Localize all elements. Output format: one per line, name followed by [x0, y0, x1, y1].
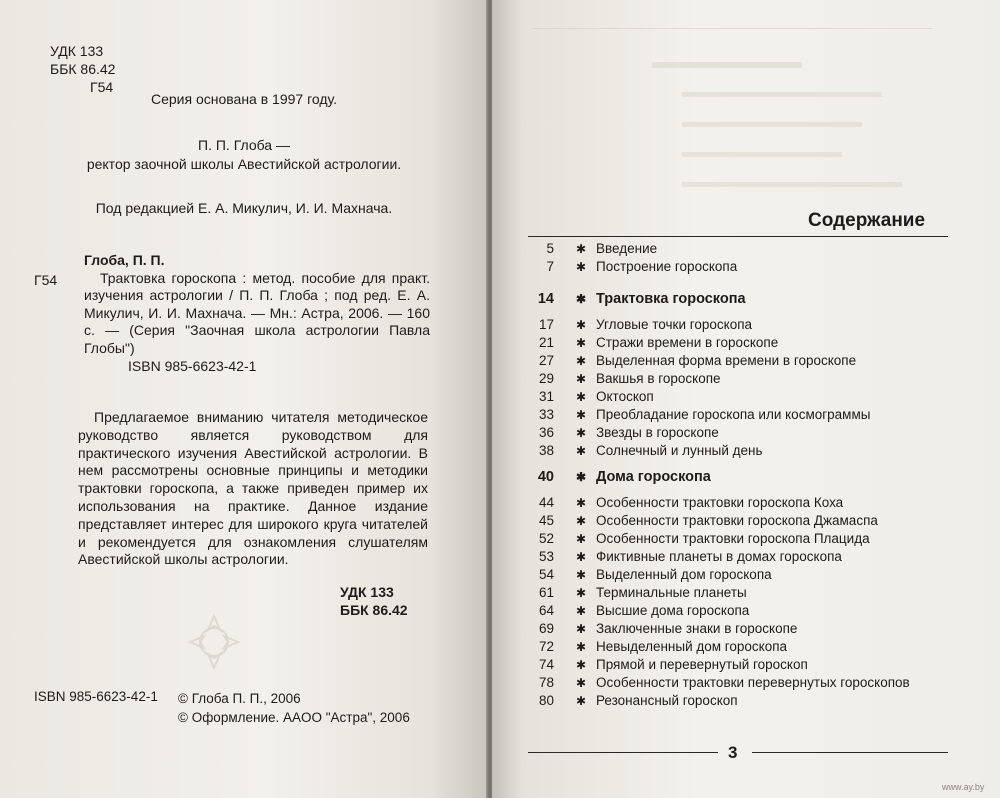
toc-page-number: 27	[538, 353, 554, 368]
toc-entry-title: Октоскоп	[596, 389, 654, 404]
toc-page-number: 61	[538, 585, 554, 600]
asterisk-icon: ✱	[575, 550, 587, 564]
classification-block	[50, 42, 115, 96]
asterisk-icon: ✱	[575, 694, 587, 708]
ghost-line	[682, 122, 862, 127]
toc-page-number: 21	[538, 335, 554, 350]
toc-entry-title: Выделенная форма времени в гороскопе	[596, 353, 857, 368]
copyright-author: © Глоба П. П., 2006	[178, 691, 301, 706]
udk-code: УДК 133	[50, 43, 104, 59]
toc-entry-title: Особенности трактовки перевернутых гороскопов	[596, 675, 910, 690]
toc-entry-title: Заключенные знаки в гороскопе	[596, 621, 798, 636]
toc-entry-title: Фиктивные планеты в домах гороскопа	[596, 549, 842, 564]
author-line-1: П. П. Глоба —	[198, 137, 290, 153]
toc-entry-title: Угловые точки гороскопа	[596, 317, 753, 332]
udk-bottom: УДК 133	[340, 584, 394, 600]
toc-page-number: 52	[538, 531, 554, 546]
toc-entry-title: Невыделенный дом гороскопа	[596, 639, 788, 654]
ghost-line	[682, 92, 882, 97]
toc-page-number: 14	[537, 291, 554, 307]
asterisk-icon: ✱	[575, 514, 587, 528]
toc-entry-title: Солнечный и лунный день	[596, 443, 763, 458]
asterisk-icon: ✱	[575, 586, 587, 600]
margin-index: Г54	[34, 272, 58, 288]
toc-page-number: 17	[538, 317, 554, 332]
biblio-author: Глоба, П. П.	[84, 252, 165, 268]
asterisk-icon: ✱	[575, 444, 587, 458]
toc-page-number: 45	[538, 513, 554, 528]
left-page	[0, 0, 488, 798]
watermark: www.ay.by	[942, 782, 985, 792]
toc-page-number: 72	[538, 639, 554, 654]
toc-entry-title: Введение	[596, 241, 658, 256]
toc-entry-title: Особенности трактовки гороскопа Плацида	[596, 531, 870, 546]
page-number: 3	[728, 743, 738, 762]
toc-page-number: 53	[538, 549, 554, 564]
toc-page-number: 40	[537, 469, 554, 485]
toc-entry-title: Особенности трактовки гороскопа Джамаспа	[596, 513, 878, 528]
asterisk-icon: ✱	[575, 260, 587, 274]
toc-entry-title: Прямой и перевернутый гороскоп	[596, 657, 808, 672]
toc-entry-title: Вакшья в гороскопе	[596, 371, 721, 386]
ghost-line	[682, 182, 902, 187]
toc-page-number: 33	[538, 407, 554, 422]
toc-page-number: 74	[538, 657, 554, 672]
asterisk-icon: ✱	[575, 622, 587, 636]
toc-page-number: 5	[546, 241, 554, 256]
asterisk-icon: ✱	[575, 604, 587, 618]
asterisk-icon: ✱	[575, 318, 587, 332]
toc-entry-title: Стражи времени в гороскопе	[596, 335, 779, 350]
toc-page-number: 36	[538, 425, 554, 440]
toc-page-number: 54	[538, 567, 554, 582]
editors-line: Под редакцией Е. А. Микулич, И. И. Махнача.	[95, 200, 393, 216]
asterisk-icon: ✱	[575, 292, 587, 306]
toc-entry-title: Терминальные планеты	[596, 585, 747, 600]
toc-page-number: 80	[538, 693, 554, 708]
asterisk-icon: ✱	[575, 676, 587, 690]
asterisk-icon: ✱	[575, 242, 587, 256]
toc-top-rule	[528, 236, 948, 237]
toc-page-number: 78	[538, 675, 554, 690]
bbk-code: ББК 86.42	[50, 61, 116, 77]
footer-rule-right	[752, 752, 948, 753]
toc-entry-title: Звезды в гороскопе	[596, 425, 719, 440]
toc-entry-title: Преобладание гороскопа или космограммы	[596, 407, 871, 422]
toc-title: Содержание	[808, 210, 926, 231]
asterisk-icon: ✱	[575, 372, 587, 386]
author-line-2: ректор заочной школы Авестийской астрологии.	[86, 156, 402, 172]
asterisk-icon: ✱	[575, 408, 587, 422]
ghost-emblem-icon	[186, 612, 242, 674]
toc-entry-title: Трактовка гороскопа	[596, 291, 746, 307]
bibliographic-record	[84, 252, 430, 375]
asterisk-icon: ✱	[575, 390, 587, 404]
ghost-rule	[532, 28, 932, 29]
author-index: Г54	[90, 79, 114, 95]
asterisk-icon: ✱	[575, 426, 587, 440]
bbk-bottom: ББК 86.42	[340, 602, 408, 618]
bottom-classification	[340, 583, 408, 619]
toc-page-number: 44	[538, 495, 554, 510]
toc-page-number: 31	[538, 389, 554, 404]
asterisk-icon: ✱	[575, 532, 587, 546]
toc-page-number: 29	[538, 371, 554, 386]
toc-entry-title: Особенности трактовки гороскопа Коха	[596, 495, 844, 510]
toc-entry-title: Выделенный дом гороскопа	[596, 567, 772, 582]
asterisk-icon: ✱	[575, 658, 587, 672]
asterisk-icon: ✱	[575, 336, 587, 350]
toc-page-number: 7	[546, 259, 554, 274]
annotation: Предлагаемое вниманию читателя методическое руководство является руководством для практического изучения Авестийской астрологии. В нем рассмотрены основные принципы и методики трактовки гороскопа, а также приведен пример их использования на практике. Данное издание представляет интерес для широкого круга читателей и рекомендуется для ознакомления слушателям Авестийской школы астрологии.	[78, 409, 428, 568]
asterisk-icon: ✱	[575, 496, 587, 510]
biblio-isbn: ISBN 985-6623-42-1	[128, 357, 257, 374]
toc-entry-title: Высшие дома гороскопа	[596, 603, 750, 618]
series-founded: Серия основана в 1997 году.	[150, 91, 338, 107]
toc-page-number: 64	[538, 603, 554, 618]
ghost-line	[682, 152, 842, 157]
asterisk-icon: ✱	[575, 470, 587, 484]
toc-entry-title: Резонансный гороскоп	[596, 693, 738, 708]
copyright-design: © Оформление. АAOO "Астра", 2006	[178, 710, 410, 725]
copyright-block	[178, 689, 410, 727]
toc-entry-title: Дома гороскопа	[596, 469, 711, 485]
toc-entry-title: Построение гороскопа	[596, 259, 738, 274]
asterisk-icon: ✱	[575, 640, 587, 654]
asterisk-icon: ✱	[575, 568, 587, 582]
toc-page-number: 38	[538, 443, 554, 458]
toc-page-number: 69	[538, 621, 554, 636]
asterisk-icon: ✱	[575, 354, 587, 368]
isbn-bottom: ISBN 985-6623-42-1	[34, 689, 158, 704]
footer-rule-left	[528, 752, 718, 753]
ghost-line	[652, 62, 802, 68]
biblio-text: Трактовка гороскопа : метод. пособие для практ. изучения астрологии / П. П. Глоба ; под ред. Е. А. Микулич, И. И. Махнача. — Мн.: Астра, 2006. — 160 с. — (Серия "Заочная школа астрологии Павла Глобы")	[84, 269, 430, 356]
